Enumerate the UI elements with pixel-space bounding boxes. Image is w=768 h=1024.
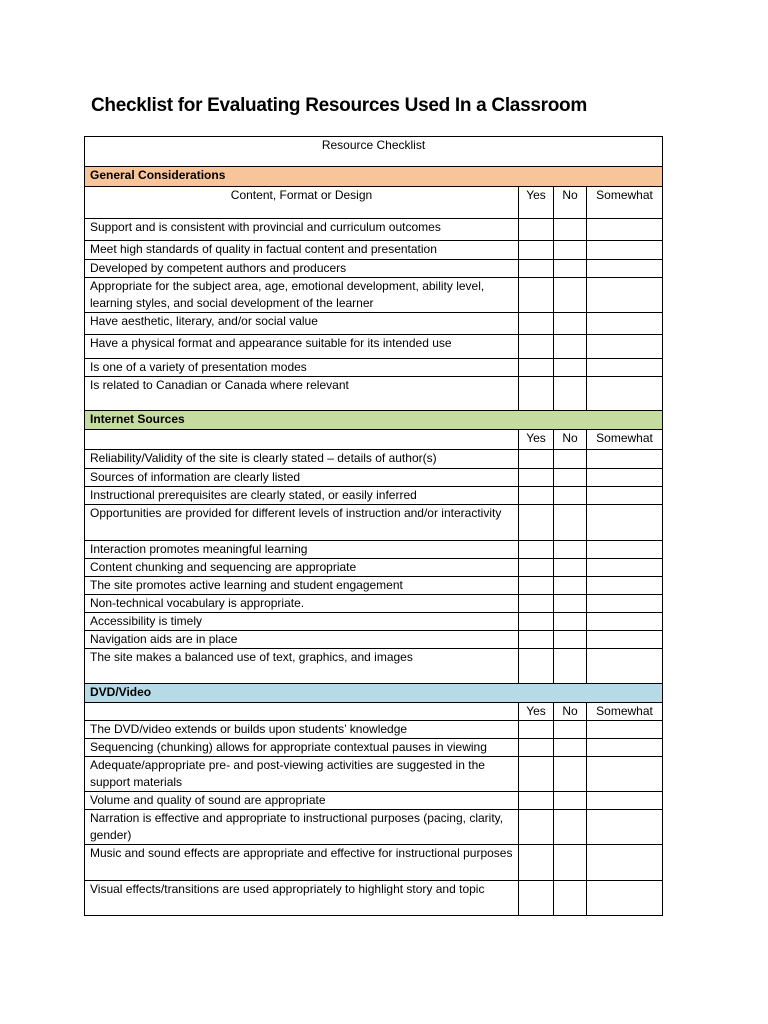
- table-row: [85, 313, 663, 335]
- content-format-design-heading: Content, Format or Design: [85, 187, 519, 219]
- yes-cell[interactable]: [519, 313, 554, 335]
- yes-cell[interactable]: [519, 810, 554, 845]
- somewhat-cell[interactable]: [587, 721, 663, 739]
- no-cell[interactable]: [554, 559, 587, 577]
- somewhat-cell[interactable]: [587, 845, 663, 881]
- table-row: [85, 613, 663, 631]
- no-cell[interactable]: [554, 721, 587, 739]
- criterion-text: Reliability/Validity of the site is clearly stated – details of author(s): [85, 450, 519, 469]
- somewhat-cell[interactable]: [587, 260, 663, 278]
- section-title-internet: Internet Sources: [85, 411, 663, 430]
- criterion-text: Volume and quality of sound are appropriate: [85, 792, 519, 810]
- no-cell[interactable]: [554, 757, 587, 792]
- no-cell[interactable]: [554, 541, 587, 559]
- no-cell[interactable]: [554, 595, 587, 613]
- criterion-text: Navigation aids are in place: [85, 631, 519, 649]
- yes-cell[interactable]: [519, 613, 554, 631]
- yes-cell[interactable]: [519, 278, 554, 313]
- criterion-text: Adequate/appropriate pre- and post-viewing activities are suggested in the support materials: [85, 757, 519, 792]
- table-row: [85, 631, 663, 649]
- somewhat-cell[interactable]: [587, 487, 663, 505]
- section-title-general: General Considerations: [85, 167, 663, 187]
- criterion-text: Content chunking and sequencing are appropriate: [85, 559, 519, 577]
- table-row: [85, 757, 663, 792]
- yes-cell[interactable]: [519, 721, 554, 739]
- section-header-general: [85, 167, 663, 187]
- criterion-text: Music and sound effects are appropriate and effective for instructional purposes: [85, 845, 519, 881]
- no-cell[interactable]: [554, 278, 587, 313]
- yes-cell[interactable]: [519, 577, 554, 595]
- criterion-text: Sources of information are clearly listed: [85, 469, 519, 487]
- table-row: [85, 505, 663, 541]
- yes-cell[interactable]: [519, 377, 554, 411]
- somewhat-cell[interactable]: [587, 505, 663, 541]
- table-row: [85, 595, 663, 613]
- criterion-text: Narration is effective and appropriate to instructional purposes (pacing, clarity, gender): [85, 810, 519, 845]
- blank-heading-cell: [85, 430, 519, 450]
- no-cell[interactable]: [554, 577, 587, 595]
- table-row: [85, 487, 663, 505]
- somewhat-cell[interactable]: [587, 541, 663, 559]
- criterion-text: The site makes a balanced use of text, graphics, and images: [85, 649, 519, 684]
- table-row: [85, 881, 663, 916]
- somewhat-cell[interactable]: [587, 757, 663, 792]
- criterion-text: The site promotes active learning and student engagement: [85, 577, 519, 595]
- no-cell[interactable]: [554, 241, 587, 260]
- somewhat-cell[interactable]: [587, 278, 663, 313]
- criterion-text: Instructional prerequisites are clearly stated, or easily inferred: [85, 487, 519, 505]
- yes-cell[interactable]: [519, 487, 554, 505]
- table-body: [85, 137, 663, 916]
- criterion-text: Is one of a variety of presentation modes: [85, 359, 519, 377]
- yes-cell[interactable]: [519, 559, 554, 577]
- yes-cell[interactable]: [519, 260, 554, 278]
- table-row: [85, 241, 663, 260]
- yes-cell[interactable]: [519, 241, 554, 260]
- no-cell[interactable]: [554, 613, 587, 631]
- yes-cell[interactable]: [519, 739, 554, 757]
- table-row: [85, 792, 663, 810]
- somewhat-cell[interactable]: [587, 313, 663, 335]
- table-row: [85, 219, 663, 241]
- table-row: [85, 577, 663, 595]
- yes-cell[interactable]: [519, 881, 554, 916]
- no-column-heading: No: [554, 430, 587, 450]
- no-cell[interactable]: [554, 792, 587, 810]
- no-cell[interactable]: [554, 219, 587, 241]
- no-cell[interactable]: [554, 881, 587, 916]
- table-title: Resource Checklist: [85, 137, 663, 167]
- somewhat-cell[interactable]: [587, 559, 663, 577]
- criterion-text: Have aesthetic, literary, and/or social value: [85, 313, 519, 335]
- yes-cell[interactable]: [519, 541, 554, 559]
- no-cell[interactable]: [554, 260, 587, 278]
- column-header-row-dvd: [85, 703, 663, 721]
- no-cell[interactable]: [554, 335, 587, 359]
- yes-cell[interactable]: [519, 595, 554, 613]
- somewhat-cell[interactable]: [587, 335, 663, 359]
- section-title-dvd: DVD/Video: [85, 684, 663, 703]
- table-row: [85, 541, 663, 559]
- table-row: [85, 278, 663, 313]
- yes-column-heading: Yes: [519, 703, 554, 721]
- yes-cell[interactable]: [519, 450, 554, 469]
- table-title-row: [85, 137, 663, 167]
- somewhat-column-heading: Somewhat: [587, 187, 663, 219]
- no-cell[interactable]: [554, 469, 587, 487]
- no-cell[interactable]: [554, 810, 587, 845]
- somewhat-cell[interactable]: [587, 881, 663, 916]
- yes-cell[interactable]: [519, 649, 554, 684]
- section-header-internet: [85, 411, 663, 430]
- no-cell[interactable]: [554, 377, 587, 411]
- column-header-row-internet: [85, 430, 663, 450]
- somewhat-cell[interactable]: [587, 450, 663, 469]
- criterion-text: Sequencing (chunking) allows for appropriate contextual pauses in viewing: [85, 739, 519, 757]
- criterion-text: Opportunities are provided for different levels of instruction and/or interactivity: [85, 505, 519, 541]
- resource-checklist-table: [84, 136, 663, 916]
- table-row: [85, 739, 663, 757]
- no-column-heading: No: [554, 703, 587, 721]
- yes-cell[interactable]: [519, 469, 554, 487]
- yes-cell[interactable]: [519, 359, 554, 377]
- no-cell[interactable]: [554, 505, 587, 541]
- somewhat-cell[interactable]: [587, 613, 663, 631]
- section-header-dvd: [85, 684, 663, 703]
- criterion-text: Non-technical vocabulary is appropriate.: [85, 595, 519, 613]
- table-row: [85, 721, 663, 739]
- yes-cell[interactable]: [519, 757, 554, 792]
- blank-heading-cell: [85, 703, 519, 721]
- table-row: [85, 559, 663, 577]
- somewhat-cell[interactable]: [587, 359, 663, 377]
- no-column-heading: No: [554, 187, 587, 219]
- criterion-text: Interaction promotes meaningful learning: [85, 541, 519, 559]
- somewhat-cell[interactable]: [587, 739, 663, 757]
- page-title: Checklist for Evaluating Resources Used In a Classroom: [91, 95, 587, 116]
- somewhat-cell[interactable]: [587, 577, 663, 595]
- criterion-text: Accessibility is timely: [85, 613, 519, 631]
- criterion-text: Appropriate for the subject area, age, emotional development, ability level, learning styles, and social development of the learner: [85, 278, 519, 313]
- criterion-text: Is related to Canadian or Canada where relevant: [85, 377, 519, 411]
- table-row: [85, 649, 663, 684]
- somewhat-cell[interactable]: [587, 810, 663, 845]
- no-cell[interactable]: [554, 845, 587, 881]
- somewhat-cell[interactable]: [587, 241, 663, 260]
- yes-column-heading: Yes: [519, 430, 554, 450]
- criterion-text: Support and is consistent with provincial and curriculum outcomes: [85, 219, 519, 241]
- criterion-text: Developed by competent authors and producers: [85, 260, 519, 278]
- yes-cell[interactable]: [519, 631, 554, 649]
- somewhat-column-heading: Somewhat: [587, 703, 663, 721]
- somewhat-column-heading: Somewhat: [587, 430, 663, 450]
- somewhat-cell[interactable]: [587, 219, 663, 241]
- table-row: [85, 335, 663, 359]
- yes-cell[interactable]: [519, 219, 554, 241]
- yes-cell[interactable]: [519, 505, 554, 541]
- somewhat-cell[interactable]: [587, 649, 663, 684]
- criterion-text: Meet high standards of quality in factual content and presentation: [85, 241, 519, 260]
- column-header-row-general: [85, 187, 663, 219]
- no-cell[interactable]: [554, 739, 587, 757]
- criterion-text: The DVD/video extends or builds upon students’ knowledge: [85, 721, 519, 739]
- yes-cell[interactable]: [519, 845, 554, 881]
- somewhat-cell[interactable]: [587, 469, 663, 487]
- yes-cell[interactable]: [519, 335, 554, 359]
- somewhat-cell[interactable]: [587, 631, 663, 649]
- no-cell[interactable]: [554, 631, 587, 649]
- somewhat-cell[interactable]: [587, 792, 663, 810]
- yes-cell[interactable]: [519, 792, 554, 810]
- no-cell[interactable]: [554, 450, 587, 469]
- table-row: [85, 810, 663, 845]
- no-cell[interactable]: [554, 313, 587, 335]
- table-row: [85, 469, 663, 487]
- table-row: [85, 450, 663, 469]
- criterion-text: Have a physical format and appearance suitable for its intended use: [85, 335, 519, 359]
- table-row: [85, 845, 663, 881]
- table-row: [85, 359, 663, 377]
- no-cell[interactable]: [554, 487, 587, 505]
- no-cell[interactable]: [554, 649, 587, 684]
- table-row: [85, 260, 663, 278]
- yes-column-heading: Yes: [519, 187, 554, 219]
- table-row: [85, 377, 663, 411]
- somewhat-cell[interactable]: [587, 377, 663, 411]
- criterion-text: Visual effects/transitions are used appropriately to highlight story and topic: [85, 881, 519, 916]
- somewhat-cell[interactable]: [587, 595, 663, 613]
- no-cell[interactable]: [554, 359, 587, 377]
